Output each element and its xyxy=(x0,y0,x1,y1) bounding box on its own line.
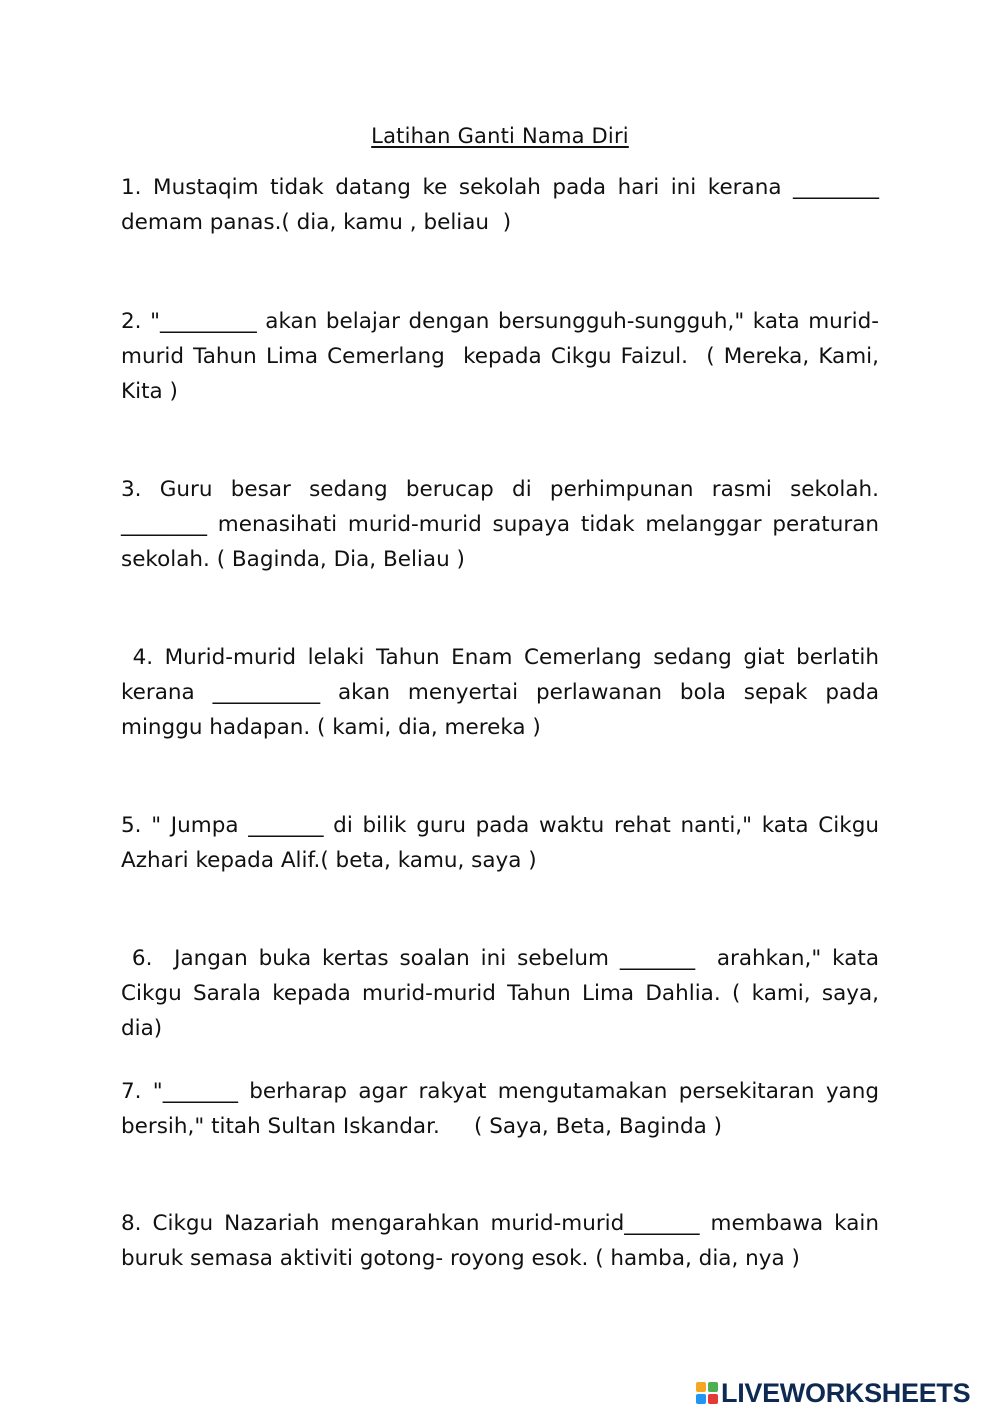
liveworksheets-logo xyxy=(696,1378,970,1408)
logo-text: LIVEWORKSHEETS xyxy=(721,1378,971,1408)
question-7: 7. "_______ berharap agar rakyat mengutamakan persekitaran yang bersih," titah Sultan Iskandar. ( Saya, Beta, Baginda ) xyxy=(121,1079,886,1139)
question-5: 5. " Jumpa _______ di bilik guru pada waktu rehat nanti," kata Cikgu Azhari kepada Alif.( beta, kamu, saya ) xyxy=(121,813,886,873)
question-2: 2. "_________ akan belajar dengan bersungguh-sungguh," kata murid-murid Tahun Lima Cemerlang kepada Cikgu Faizul. ( Mereka, Kami, Kita ) xyxy=(121,309,886,404)
liveworksheets-logo-icon xyxy=(696,1382,718,1404)
question-3: 3. Guru besar sedang berucap di perhimpunan rasmi sekolah. ________ menasihati murid-murid supaya tidak melanggar peraturan sekolah. ( Baginda, Dia, Beliau ) xyxy=(121,477,886,572)
question-8: 8. Cikgu Nazariah mengarahkan murid-murid_______ membawa kain buruk semasa aktiviti gotong- royong esok. ( hamba, dia, nya ) xyxy=(121,1211,886,1271)
question-1: 1. Mustaqim tidak datang ke sekolah pada hari ini kerana ________ demam panas.( dia, kamu , beliau ) xyxy=(121,175,886,235)
worksheet-title: Latihan Ganti Nama Diri xyxy=(371,124,629,148)
question-4: 4. Murid-murid lelaki Tahun Enam Cemerlang sedang giat berlatih kerana __________ akan menyertai perlawanan bola sepak pada minggu hadapan. ( kami, dia, mereka ) xyxy=(121,645,886,740)
question-6: 6. Jangan buka kertas soalan ini sebelum _______ arahkan," kata Cikgu Sarala kepada murid-murid Tahun Lima Dahlia. ( kami, saya, dia) xyxy=(121,946,886,1041)
